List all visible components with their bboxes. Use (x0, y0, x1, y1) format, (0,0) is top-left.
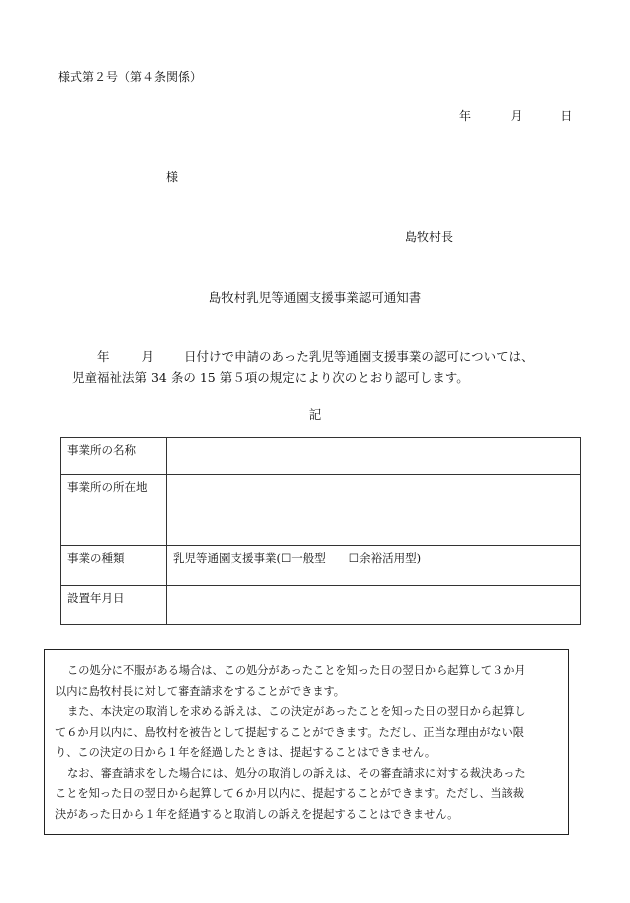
notice-line: 決があった日から１年を経過すると取消しの訴えを提起することはできません。 (55, 807, 459, 821)
form-number: 様式第２号（第４条関係） (58, 70, 203, 84)
notice-line: り、この決定の日から１年を経過したときは、提起することはできません。 (55, 746, 437, 759)
date-line (459, 107, 572, 124)
row-value-facility-name (167, 438, 581, 475)
row-value-establishment-date (167, 586, 581, 625)
body-line-2: 児童福祉法第 34 条の 15 第５項の規定により次のとおり認可します。 (72, 370, 469, 385)
notice-line: なお、審査請求をした場合には、処分の取消しの訴えは、その審査請求に対する裁決あった (67, 766, 526, 780)
table-row (61, 586, 581, 625)
details-table (60, 437, 581, 625)
issuer-name: 島牧村長 (405, 230, 454, 244)
notice-line: て６か月以内に、島牧村を被告として提起することができます。ただし、正当な理由がない限 (55, 725, 524, 739)
appeal-notice-box (44, 649, 569, 835)
row-value-business-type: 乳児等通園支援事業(☐一般型 ☐余裕活用型) (167, 546, 581, 586)
row-value-facility-address (167, 475, 581, 546)
date-day-label: 日 (560, 109, 573, 123)
row-label-business-type: 事業の種類 (61, 546, 167, 586)
table-row (61, 438, 581, 475)
row-label-facility-name: 事業所の名称 (61, 438, 167, 475)
addressee-suffix: 様 (166, 170, 179, 184)
date-month-label: 月 (510, 109, 523, 123)
notice-line: 以内に島牧村長に対して審査請求をすることができます。 (55, 684, 345, 698)
notice-line: この処分に不服がある場合は、この処分があったことを知った日の翌日から起算して３か月 (67, 664, 526, 677)
body-paragraph (60, 346, 570, 388)
body-line-1 (60, 346, 570, 367)
notice-line: ことを知った日の翌日から起算して６か月以内に、提起することができます。ただし、当該裁 (55, 787, 524, 800)
body-year-label: 年 (97, 349, 110, 364)
ki-heading: 記 (308, 407, 322, 422)
table-row (61, 475, 581, 546)
row-label-facility-address: 事業所の所在地 (61, 475, 167, 546)
date-year-label: 年 (459, 109, 472, 123)
body-line-1-text: 日付けで申請のあった乳児等通園支援事業の認可については、 (184, 349, 534, 364)
body-month-label: 月 (141, 349, 155, 364)
table-row (61, 546, 581, 586)
notice-line: また、本決定の取消しを求める訴えは、この決定があったことを知った日の翌日から起算し (67, 705, 526, 718)
row-label-establishment-date: 設置年月日 (61, 586, 167, 625)
document-title: 島牧村乳児等通園支援事業認可通知書 (208, 290, 422, 305)
